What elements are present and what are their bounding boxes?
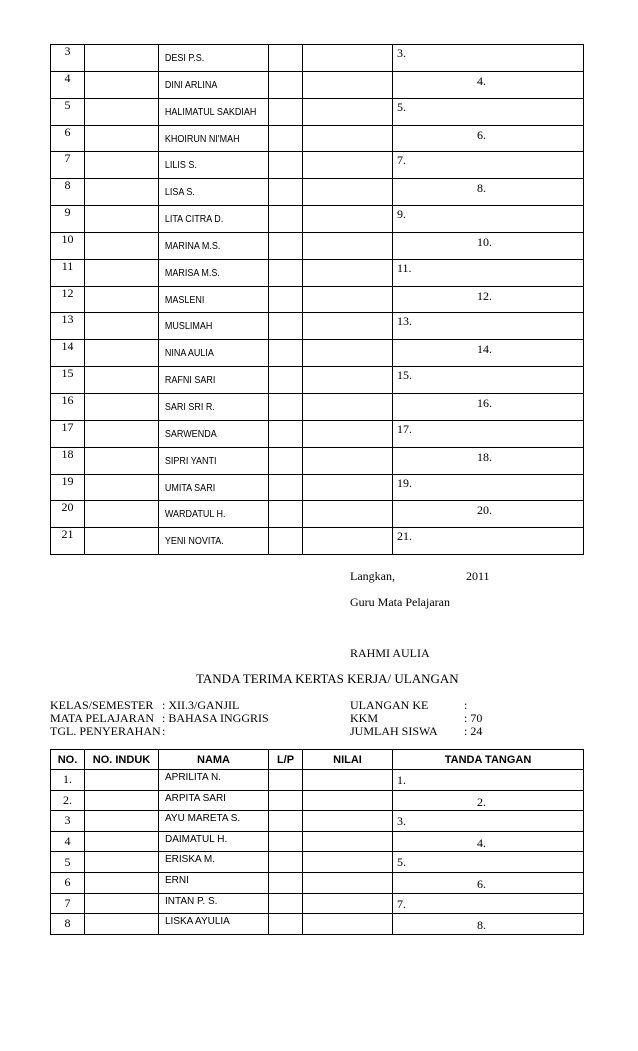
row-number: 6: [51, 125, 85, 152]
student-name: ERISKA M.: [159, 852, 269, 873]
signature-cell: [393, 420, 584, 447]
signature-line-number: 6.: [477, 876, 486, 891]
no-induk-cell: [85, 914, 159, 935]
row-number: 9: [51, 206, 85, 233]
row-number: 4: [51, 831, 85, 852]
signature-cell: [393, 872, 584, 893]
signature-cell: [393, 770, 584, 791]
signature-cell: [393, 340, 584, 367]
table-header-row: [51, 750, 584, 770]
student-name: DAIMATUL H.: [159, 831, 269, 852]
gender-cell: [269, 914, 303, 935]
no-induk-cell: [85, 790, 159, 811]
gender-cell: [269, 528, 303, 555]
student-name: RAFNI SARI: [159, 367, 258, 394]
gender-cell: [269, 420, 303, 447]
no-induk-cell: [85, 125, 159, 152]
table-row: [51, 232, 584, 259]
gender-cell: [269, 852, 303, 873]
ulangan-value: :: [464, 698, 468, 712]
signature-cell: [393, 179, 584, 206]
grade-cell: [303, 286, 393, 313]
signature-place: Langkan,: [350, 569, 395, 583]
student-name: SIPRI YANTI: [159, 447, 258, 474]
no-induk-cell: [85, 872, 159, 893]
kelas-label: KELAS/SEMESTER: [50, 698, 154, 712]
mapel-value: : BAHASA INGGRIS: [162, 711, 269, 725]
row-number: 5: [51, 852, 85, 873]
table-row: [51, 852, 584, 873]
row-number: 7: [51, 893, 85, 914]
row-number: 7: [51, 152, 85, 179]
gender-cell: [269, 232, 303, 259]
row-number: 21: [51, 528, 85, 555]
grade-cell: [303, 98, 393, 125]
table-row: [51, 152, 584, 179]
header-nama: NAMA: [159, 750, 269, 770]
no-induk-cell: [85, 286, 159, 313]
no-induk-cell: [85, 852, 159, 873]
table-row: [51, 340, 584, 367]
no-induk-cell: [85, 259, 159, 286]
signature-cell: [393, 893, 584, 914]
signature-line-number: 14.: [477, 342, 492, 357]
student-name: UMITA SARI: [159, 474, 258, 501]
gender-cell: [269, 206, 303, 233]
row-number: 3: [51, 811, 85, 832]
no-induk-cell: [85, 313, 159, 340]
grade-cell: [303, 71, 393, 98]
grade-cell: [303, 232, 393, 259]
signature-cell: [393, 501, 584, 528]
table-row: [51, 447, 584, 474]
signature-cell: [393, 98, 584, 125]
signature-line-number: 7.: [397, 896, 406, 911]
student-name: INTAN P. S.: [159, 893, 269, 914]
gender-cell: [269, 447, 303, 474]
gender-cell: [269, 831, 303, 852]
tgl-label: TGL. PENYERAHAN: [50, 724, 161, 738]
gender-cell: [269, 71, 303, 98]
table-row: [51, 313, 584, 340]
signature-line-number: 8.: [477, 918, 486, 933]
grade-cell: [303, 420, 393, 447]
no-induk-cell: [85, 232, 159, 259]
gender-cell: [269, 340, 303, 367]
signature-cell: [393, 367, 584, 394]
grade-cell: [303, 811, 393, 832]
student-name: ARPITA SARI: [159, 790, 269, 811]
grade-cell: [303, 206, 393, 233]
no-induk-cell: [85, 893, 159, 914]
gender-cell: [269, 45, 303, 72]
signature-line-number: 9.: [397, 207, 406, 222]
row-number: 8: [51, 179, 85, 206]
row-number: 2.: [51, 790, 85, 811]
grade-cell: [303, 152, 393, 179]
gender-cell: [269, 179, 303, 206]
gender-cell: [269, 152, 303, 179]
student-name: DESI P.S.: [159, 45, 258, 72]
signature-line-number: 2.: [477, 794, 486, 809]
table-row: [51, 872, 584, 893]
signature-line-number: 13.: [397, 314, 412, 329]
signature-line-number: 3.: [397, 46, 406, 60]
signature-line-number: 12.: [477, 288, 492, 303]
table-row: [51, 790, 584, 811]
table-row: [51, 125, 584, 152]
grade-cell: [303, 790, 393, 811]
signature-line-number: 8.: [477, 181, 486, 196]
table-row: [51, 259, 584, 286]
header-no-induk: NO. INDUK: [85, 750, 159, 770]
student-name: MUSLIMAH: [159, 313, 258, 340]
gender-cell: [269, 770, 303, 791]
no-induk-cell: [85, 811, 159, 832]
student-name: MARISA M.S.: [159, 259, 258, 286]
kkm-label: KKM: [350, 711, 379, 725]
signature-line-number: 10.: [477, 234, 492, 249]
no-induk-cell: [85, 179, 159, 206]
signature-line-number: 17.: [397, 421, 412, 436]
row-number: 17: [51, 420, 85, 447]
no-induk-cell: [85, 770, 159, 791]
kelas-value: : XII.3/GANJIL: [162, 698, 240, 712]
signature-cell: [393, 206, 584, 233]
student-name: SARI SRI R.: [159, 393, 258, 420]
signature-line-number: 16.: [477, 395, 492, 410]
gender-cell: [269, 313, 303, 340]
signature-line-number: 15.: [397, 368, 412, 383]
row-number: 16: [51, 393, 85, 420]
table-row: [51, 45, 584, 72]
signature-cell: [393, 45, 584, 72]
row-number: 3: [51, 45, 85, 72]
signature-line-number: 7.: [397, 153, 406, 168]
row-number: 4: [51, 71, 85, 98]
grade-cell: [303, 528, 393, 555]
receipt-title: TANDA TERIMA KERTAS KERJA/ ULANGAN: [196, 671, 459, 686]
signature-cell: [393, 259, 584, 286]
grade-cell: [303, 831, 393, 852]
grade-cell: [303, 313, 393, 340]
header-tanda-tangan: TANDA TANGAN: [393, 750, 584, 770]
signature-cell: [393, 790, 584, 811]
signature-cell: [393, 313, 584, 340]
table-row: [51, 420, 584, 447]
gender-cell: [269, 98, 303, 125]
grade-cell: [303, 447, 393, 474]
signature-cell: [393, 474, 584, 501]
signature-cell: [393, 914, 584, 935]
signature-cell: [393, 232, 584, 259]
row-number: 13: [51, 313, 85, 340]
gender-cell: [269, 501, 303, 528]
gender-cell: [269, 474, 303, 501]
row-number: 18: [51, 447, 85, 474]
signature-line-number: 4.: [477, 73, 486, 88]
grade-cell: [303, 872, 393, 893]
no-induk-cell: [85, 98, 159, 125]
gender-cell: [269, 286, 303, 313]
signature-line-number: 6.: [477, 127, 486, 142]
row-number: 12: [51, 286, 85, 313]
student-name: MASLENI: [159, 286, 258, 313]
row-number: 20: [51, 501, 85, 528]
signature-cell: [393, 125, 584, 152]
student-name: WARDATUL H.: [159, 501, 258, 528]
grade-cell: [303, 393, 393, 420]
no-induk-cell: [85, 501, 159, 528]
grade-cell: [303, 179, 393, 206]
no-induk-cell: [85, 393, 159, 420]
signature-cell: [393, 528, 584, 555]
tgl-value: :: [162, 724, 166, 738]
jumlah-label: JUMLAH SISWA: [350, 724, 438, 738]
no-induk-cell: [85, 71, 159, 98]
kkm-value: : 70: [464, 711, 483, 725]
signature-cell: [393, 71, 584, 98]
student-name: LISKA AYULIA: [159, 914, 269, 935]
gender-cell: [269, 893, 303, 914]
grade-cell: [303, 367, 393, 394]
signature-cell: [393, 152, 584, 179]
table-row: [51, 367, 584, 394]
signature-cell: [393, 286, 584, 313]
student-name: KHOIRUN NI'MAH: [159, 125, 258, 152]
no-induk-cell: [85, 340, 159, 367]
row-number: 5: [51, 98, 85, 125]
student-signature-table-continued: [50, 44, 584, 555]
no-induk-cell: [85, 447, 159, 474]
signature-cell: [393, 811, 584, 832]
gender-cell: [269, 872, 303, 893]
row-number: 6: [51, 872, 85, 893]
row-number: 15: [51, 367, 85, 394]
student-signature-table: [50, 749, 584, 935]
ulangan-label: ULANGAN KE: [350, 698, 429, 712]
student-name: YENI NOVITA.: [159, 528, 258, 555]
student-name: LISA S.: [159, 179, 258, 206]
table-row: [51, 179, 584, 206]
student-name: SARWENDA: [159, 420, 258, 447]
table-row: [51, 206, 584, 233]
gender-cell: [269, 125, 303, 152]
no-induk-cell: [85, 528, 159, 555]
signature-cell: [393, 447, 584, 474]
student-name: NINA AULIA: [159, 340, 258, 367]
grade-cell: [303, 501, 393, 528]
grade-cell: [303, 474, 393, 501]
table-row: [51, 893, 584, 914]
signature-name: RAHMI AULIA: [350, 646, 430, 660]
grade-cell: [303, 914, 393, 935]
signature-line-number: 18.: [477, 449, 492, 464]
table-row: [51, 98, 584, 125]
signature-line-number: 19.: [397, 475, 412, 490]
row-number: 10: [51, 232, 85, 259]
row-number: 11: [51, 259, 85, 286]
signature-year: 2011: [466, 569, 490, 583]
gender-cell: [269, 811, 303, 832]
grade-cell: [303, 259, 393, 286]
student-name: HALIMATUL SAKDIAH: [159, 98, 258, 125]
student-name: LILIS S.: [159, 152, 258, 179]
student-name: LITA CITRA D.: [159, 206, 258, 233]
no-induk-cell: [85, 367, 159, 394]
no-induk-cell: [85, 420, 159, 447]
signature-line-number: 21.: [397, 529, 412, 544]
table-row: [51, 286, 584, 313]
signature-line-number: 11.: [397, 260, 412, 275]
jumlah-value: : 24: [464, 724, 483, 738]
no-induk-cell: [85, 45, 159, 72]
table-row: [51, 393, 584, 420]
table-row: [51, 474, 584, 501]
student-name: MARINA M.S.: [159, 232, 258, 259]
signature-cell: [393, 852, 584, 873]
gender-cell: [269, 367, 303, 394]
student-name: DINI ARLINA: [159, 71, 258, 98]
no-induk-cell: [85, 474, 159, 501]
row-number: 14: [51, 340, 85, 367]
signature-line-number: 4.: [477, 835, 486, 850]
table-row: [51, 831, 584, 852]
table-row: [51, 528, 584, 555]
grade-cell: [303, 893, 393, 914]
gender-cell: [269, 259, 303, 286]
signature-cell: [393, 393, 584, 420]
signature-line-number: 3.: [397, 814, 406, 829]
grade-cell: [303, 852, 393, 873]
header-lp: L/P: [269, 750, 303, 770]
gender-cell: [269, 790, 303, 811]
table-row: [51, 914, 584, 935]
grade-cell: [303, 340, 393, 367]
header-nilai: NILAI: [303, 750, 393, 770]
row-number: 1.: [51, 770, 85, 791]
signature-line-number: 1.: [397, 773, 406, 787]
no-induk-cell: [85, 152, 159, 179]
student-name: AYU MARETA S.: [159, 811, 269, 832]
signature-line-number: 5.: [397, 99, 406, 114]
table-row: [51, 501, 584, 528]
row-number: 19: [51, 474, 85, 501]
header-no: NO.: [51, 750, 85, 770]
table-row: [51, 71, 584, 98]
signature-cell: [393, 831, 584, 852]
mapel-label: MATA PELAJARAN: [50, 711, 155, 725]
table-row: [51, 811, 584, 832]
signature-line-number: 20.: [477, 503, 492, 518]
row-number: 8: [51, 914, 85, 935]
grade-cell: [303, 125, 393, 152]
grade-cell: [303, 770, 393, 791]
student-name: ERNI: [159, 872, 269, 893]
gender-cell: [269, 393, 303, 420]
no-induk-cell: [85, 206, 159, 233]
signature-role: Guru Mata Pelajaran: [350, 595, 450, 609]
signature-line-number: 5.: [397, 855, 406, 870]
no-induk-cell: [85, 831, 159, 852]
table-row: [51, 770, 584, 791]
grade-cell: [303, 45, 393, 72]
student-name: APRILITA N.: [159, 770, 269, 791]
